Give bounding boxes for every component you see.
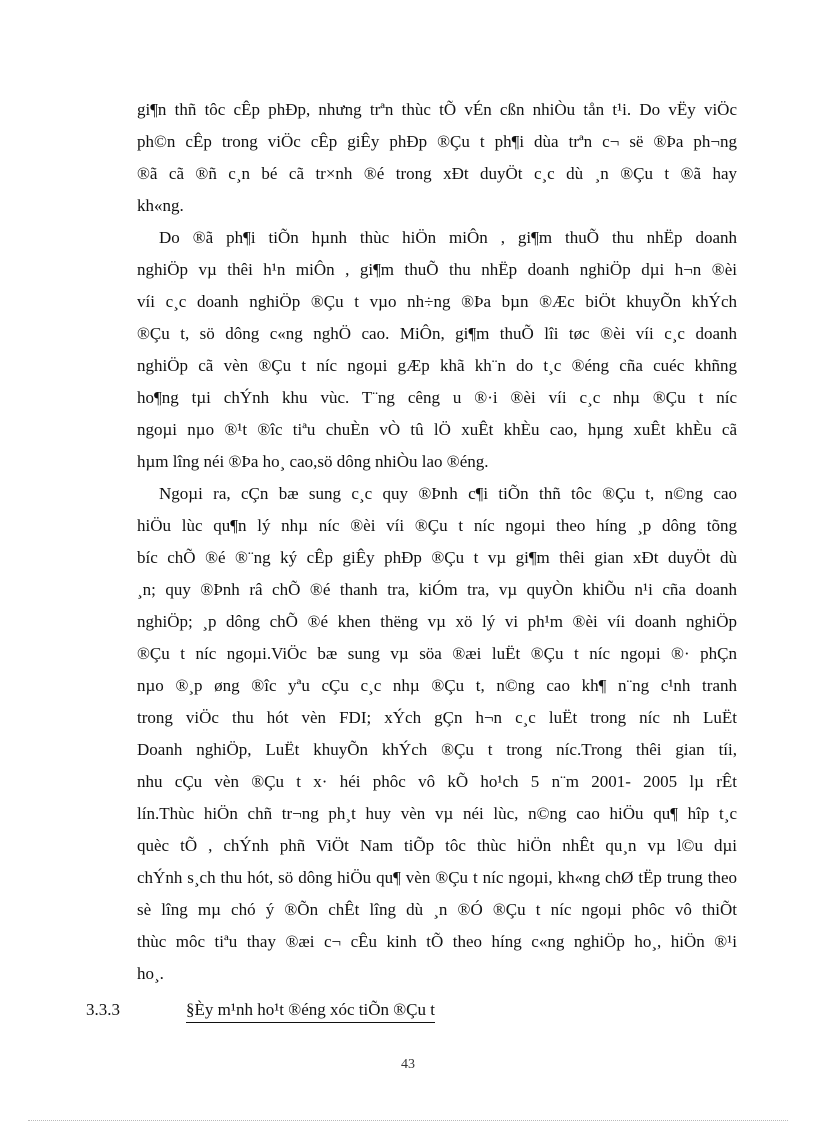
text-line: víi c¸c doanh nghiÖp ®Çu t vµo nh÷ng ®Þa bµn ®Æc biÖt khuyÕn khÝch <box>137 292 737 311</box>
text-line: bíc chÕ ®é ®¨ng ký cÊp giÊy phÐp ®Çu t vµ gi¶m thêi gian xÐt duyÖt dù <box>137 548 737 567</box>
text-line: quèc tÕ , chÝnh phñ ViÖt Nam tiÕp tôc thùc hiÖn nhÊt qu¸n vµ l©u dµi <box>137 836 737 855</box>
text-line: ®Çu t níc ngoµi.ViÖc bæ sung vµ söa ®æi luËt ®Çu t níc ngoµi ®· phÇn <box>137 644 737 663</box>
text-line: thùc môc tiªu thay ®æi c¬ cÊu kinh tÕ theo híng c«ng nghiÖp ho¸, hiÖn ®¹i <box>137 932 737 951</box>
text-line: Ngoµi ra, cÇn bæ sung c¸c quy ®Þnh c¶i tiÕn thñ tôc ®Çu t, n©ng cao <box>159 484 737 503</box>
text-line: ¸n; quy ®Þnh râ chÕ ®é thanh tra, kiÓm tra, vµ quyÒn khiÕu n¹i cña doanh <box>137 580 737 599</box>
footer-divider <box>28 1120 788 1121</box>
text-line: nghiÖp; ¸p dông chÕ ®é khen thëng vµ xö lý vi ph¹m ®èi víi doanh nghiÖp <box>137 612 737 631</box>
text-line: lín.Thùc hiÖn chñ tr¬ng ph¸t huy vèn vµ néi lùc, n©ng cao hiÖu qu¶ hîp t¸c <box>137 804 737 823</box>
text-line: chÝnh s¸ch thu hót, sö dông hiÖu qu¶ vèn ®Çu t níc ngoµi, kh«ng chØ tËp trung theo <box>137 868 737 887</box>
text-line: sè lîng mµ chó ý ®Õn chÊt lîng dù ¸n ®Ó ®Çu t níc ngoµi phôc vô thiÕt <box>137 900 737 919</box>
text-line: Do ®ã ph¶i tiÕn hµnh thùc hiÖn miÔn , gi¶m thuÕ thu nhËp doanh <box>159 228 737 247</box>
text-line: hµm lîng néi ®Þa ho¸ cao,sö dông nhiÒu lao ®éng. <box>137 452 489 471</box>
text-line: hiÖu lùc qu¶n lý nhµ níc ®èi víi ®Çu t níc ngoµi theo híng ¸p dông tõng <box>137 516 737 535</box>
text-line: ho¸. <box>137 964 164 983</box>
text-line: ®Çu t, sö dông c«ng nghÖ cao. MiÔn, gi¶m thuÕ lîi tøc ®èi víi c¸c doanh <box>137 324 737 343</box>
section-title: §Èy m¹nh ho¹t ®éng xóc tiÕn ®Çu t <box>186 999 435 1023</box>
section-number: 3.3.3 <box>86 1000 120 1019</box>
text-line: trong viÖc thu hót vèn FDI; xÝch gÇn h¬n c¸c luËt trong níc nh LuËt <box>137 708 737 727</box>
text-line: ®ã cã ®ñ c¸n bé cã tr×nh ®é trong xÐt duyÖt c¸c dù ¸n ®Çu t ®ã hay <box>137 164 737 183</box>
text-line: ngoµi nµo ®¹t ®îc tiªu chuÈn vÒ tû lÖ xuÊt khÈu cao, hµng xuÊt khÈu cã <box>137 420 737 439</box>
text-line: gi¶n thñ tôc cÊp phÐp, nhưng trªn thùc tÕ vÉn cßn nhiÒu tån t¹i. Do vËy viÖc <box>137 100 737 119</box>
text-line: nghiÖp cã vèn ®Çu t níc ngoµi gÆp khã kh¨n do t¸c ®éng cña cuéc khñng <box>137 356 737 375</box>
text-line: ho¶ng tµi chÝnh khu vùc. T¨ng cêng u ®·i ®èi víi c¸c nhµ ®Çu t níc <box>137 388 737 407</box>
text-line: nghiÖp vµ thêi h¹n miÔn , gi¶m thuÕ thu nhËp doanh nghiÖp dµi h¬n ®èi <box>137 260 737 279</box>
text-line: ph©n cÊp trong viÖc cÊp giÊy phÐp ®Çu t ph¶i dùa trªn c¬ së ®Þa ph¬ng <box>137 132 737 151</box>
text-line: nhu cÇu vèn ®Çu t x· héi phôc vô kÕ ho¹ch 5 n¨m 2001- 2005 lµ rÊt <box>137 772 737 791</box>
body-text <box>137 94 737 990</box>
text-line: kh«ng. <box>137 196 184 215</box>
text-line: nµo ®¸p øng ®îc yªu cÇu c¸c nhµ ®Çu t, n©ng cao kh¶ n¨ng c¹nh tranh <box>137 676 737 695</box>
page-number: 43 <box>401 1057 415 1072</box>
text-line: Doanh nghiÖp, LuËt khuyÕn khÝch ®Çu t trong níc.Trong thêi gian tíi, <box>137 740 737 759</box>
